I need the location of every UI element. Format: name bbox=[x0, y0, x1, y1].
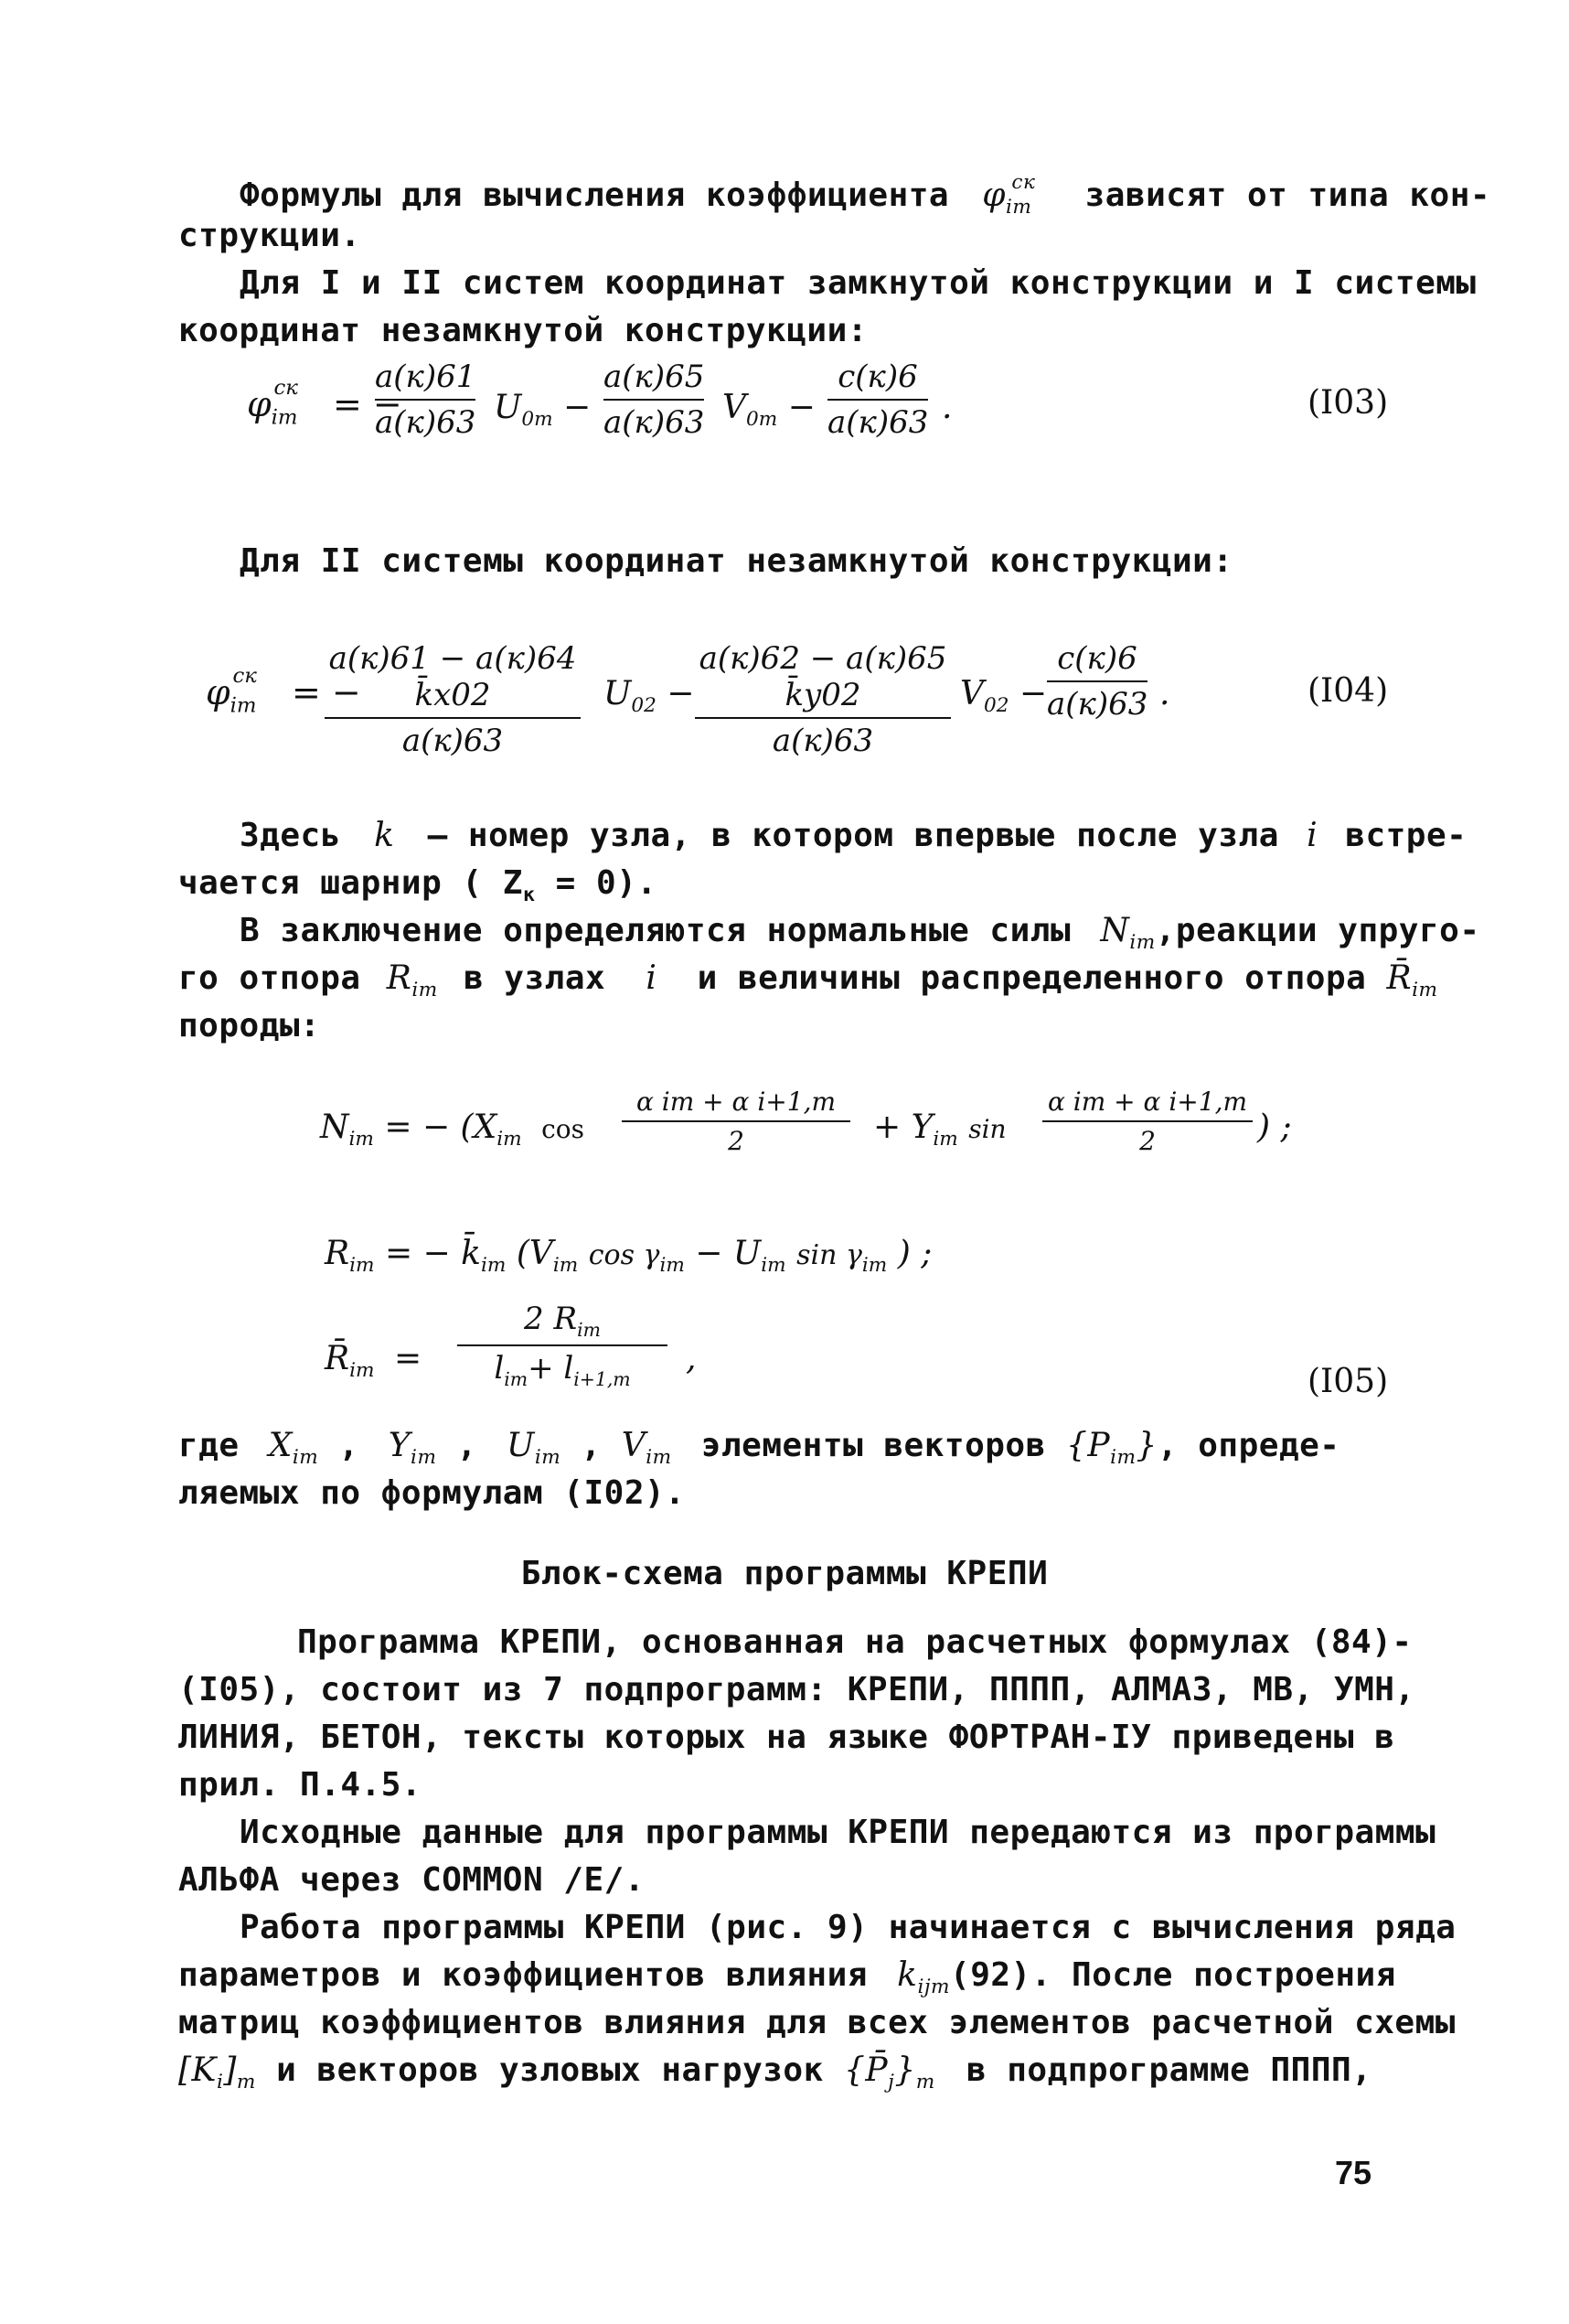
para6-line-2: АЛЬФА через COMMON /E/. bbox=[178, 1861, 645, 1899]
para5-line-1: Программа КРЕПИ, основанная на расчетных формулах (84)- bbox=[297, 1623, 1413, 1661]
eq103-var-1: $U_{0m}$ − bbox=[494, 389, 592, 432]
eq104-lhs: $\varphi_{im}^{ск}$ = − bbox=[206, 664, 361, 718]
eq104-var-2: $V_{02}$ − bbox=[960, 675, 1048, 718]
para5-line-2: (I05), состоит из 7 подпрограмм: КРЕПИ, ПППП, АЛМАЗ, МВ, УМН, bbox=[178, 1671, 1415, 1708]
eq104-period: . bbox=[1159, 675, 1170, 712]
eq103-period: . bbox=[942, 389, 953, 426]
eq105-n-frac-1: α im + α i+1,m 2 bbox=[622, 1087, 850, 1156]
text: зависят от типа кон- bbox=[1084, 177, 1491, 214]
section-heading: Блок-схема программы КРЕПИ bbox=[520, 1555, 1049, 1592]
para3-line-4: го отпора $R_{im}$ в узлах i и величины распределенного отпора $R̄_{im}$ bbox=[178, 959, 1438, 1002]
eq103-frac-2: a(к)65 a(к)63 bbox=[603, 359, 705, 441]
eq104-number: (I04) bbox=[1308, 672, 1389, 710]
para3-line-5: породы: bbox=[178, 1007, 321, 1044]
eq104-frac-1: a(к)61 − a(к)64 k̄x02 a(к)63 bbox=[325, 640, 581, 759]
eq103-lhs: $\varphi_{im}^{ск}$ = − bbox=[247, 376, 402, 430]
eq103-var-2: $V_{0m}$ − bbox=[722, 389, 816, 432]
text: Формулы для вычисления коэффициента bbox=[240, 177, 950, 214]
eq105-n-frac-2: α im + α i+1,m 2 bbox=[1042, 1087, 1253, 1156]
eq105-r-line: $R_{im}$ = − $k̄_{im}$ ($V_{im}$ $\cos \gamma_{im} - U_{im}$ $\sin \gamma_{im}$ ) ; bbox=[325, 1235, 933, 1278]
para7-line-4: $[K_i]_m$ и векторов узловых нагрузок $\{P̄_j\}_m$ в подпрограмме ПППП, bbox=[178, 2051, 1372, 2094]
intro-line-3: Для I и II систем координат замкнутой конструкции и I системы bbox=[240, 264, 1477, 302]
para3-line-2: чается шарнир ( $Z_к = 0$). bbox=[178, 864, 657, 907]
intro-line-4: координат незамкнутой конструкции: bbox=[178, 312, 868, 349]
intro-line-2: струкции. bbox=[178, 217, 361, 254]
eq104-var-1: $U_{02}$ − bbox=[603, 675, 695, 718]
para3-line-3: В заключение определяются нормальные силы $N_{im},реакции$ упруго- bbox=[240, 912, 1480, 955]
eq103-number: (I03) bbox=[1308, 384, 1389, 422]
eq105-number: (I05) bbox=[1308, 1363, 1389, 1400]
eq105-n-line-b: + $Y_{im}$ sin bbox=[873, 1108, 1007, 1151]
para4-line-1: где $X_{im}$ , $Y_{im}$ , $U_{im}$ , $V_{im}$ элементы векторов $\{P_{im}\}$, опреде- bbox=[178, 1427, 1340, 1470]
eq104-frac-2: a(к)62 − a(к)65 k̄y02 a(к)63 bbox=[695, 640, 951, 759]
para7-line-2: параметров и коэффициентов влияния $k_{ijm}(92)$. После построения bbox=[178, 1956, 1396, 1999]
eq105-rbar-frac: 2 $R_{im}$ $l_{im}+ l_{i+1,m}$ bbox=[457, 1301, 667, 1390]
para3-line-1: Здесь k – номер узла, в котором впервые после узла i встре- bbox=[240, 817, 1468, 854]
para4-line-2: ляемых по формулам (I02). bbox=[178, 1474, 686, 1512]
eq103-frac-1: a(к)61 a(к)63 bbox=[375, 359, 476, 441]
para6-line-1: Исходные данные для программы КРЕПИ передаются из программы bbox=[240, 1814, 1436, 1851]
para7-line-1: Работа программы КРЕПИ (рис. 9) начинается с вычисления ряда bbox=[240, 1909, 1457, 1946]
page-number: 75 bbox=[1335, 2154, 1372, 2191]
para7-line-3: матриц коэффициентов влияния для всех элементов расчетной схемы bbox=[178, 2004, 1456, 2041]
para5-line-4: прил. П.4.5. bbox=[178, 1766, 422, 1804]
eq103-frac-3: c(к)6 a(к)63 bbox=[827, 359, 929, 441]
eq104-frac-3: c(к)6 a(к)63 bbox=[1047, 640, 1148, 723]
eq105-n-end: ) ; bbox=[1257, 1108, 1292, 1146]
para5-line-3: ЛИНИЯ, БЕТОН, тексты которых на языке ФОРТРАН-IУ приведены в bbox=[178, 1719, 1395, 1756]
eq105-rbar-comma: , bbox=[686, 1340, 697, 1377]
eq105-n-line: $N_{im}$ = − ($X_{im}$ cos bbox=[320, 1108, 584, 1151]
eq105-rbar-lhs: $R̄_{im}$ = bbox=[325, 1340, 422, 1383]
phi-symbol: $\varphi_{im}^{ск}$ bbox=[982, 171, 1036, 220]
para2: Для II системы координат незамкнутой конструкции: bbox=[240, 542, 1233, 580]
